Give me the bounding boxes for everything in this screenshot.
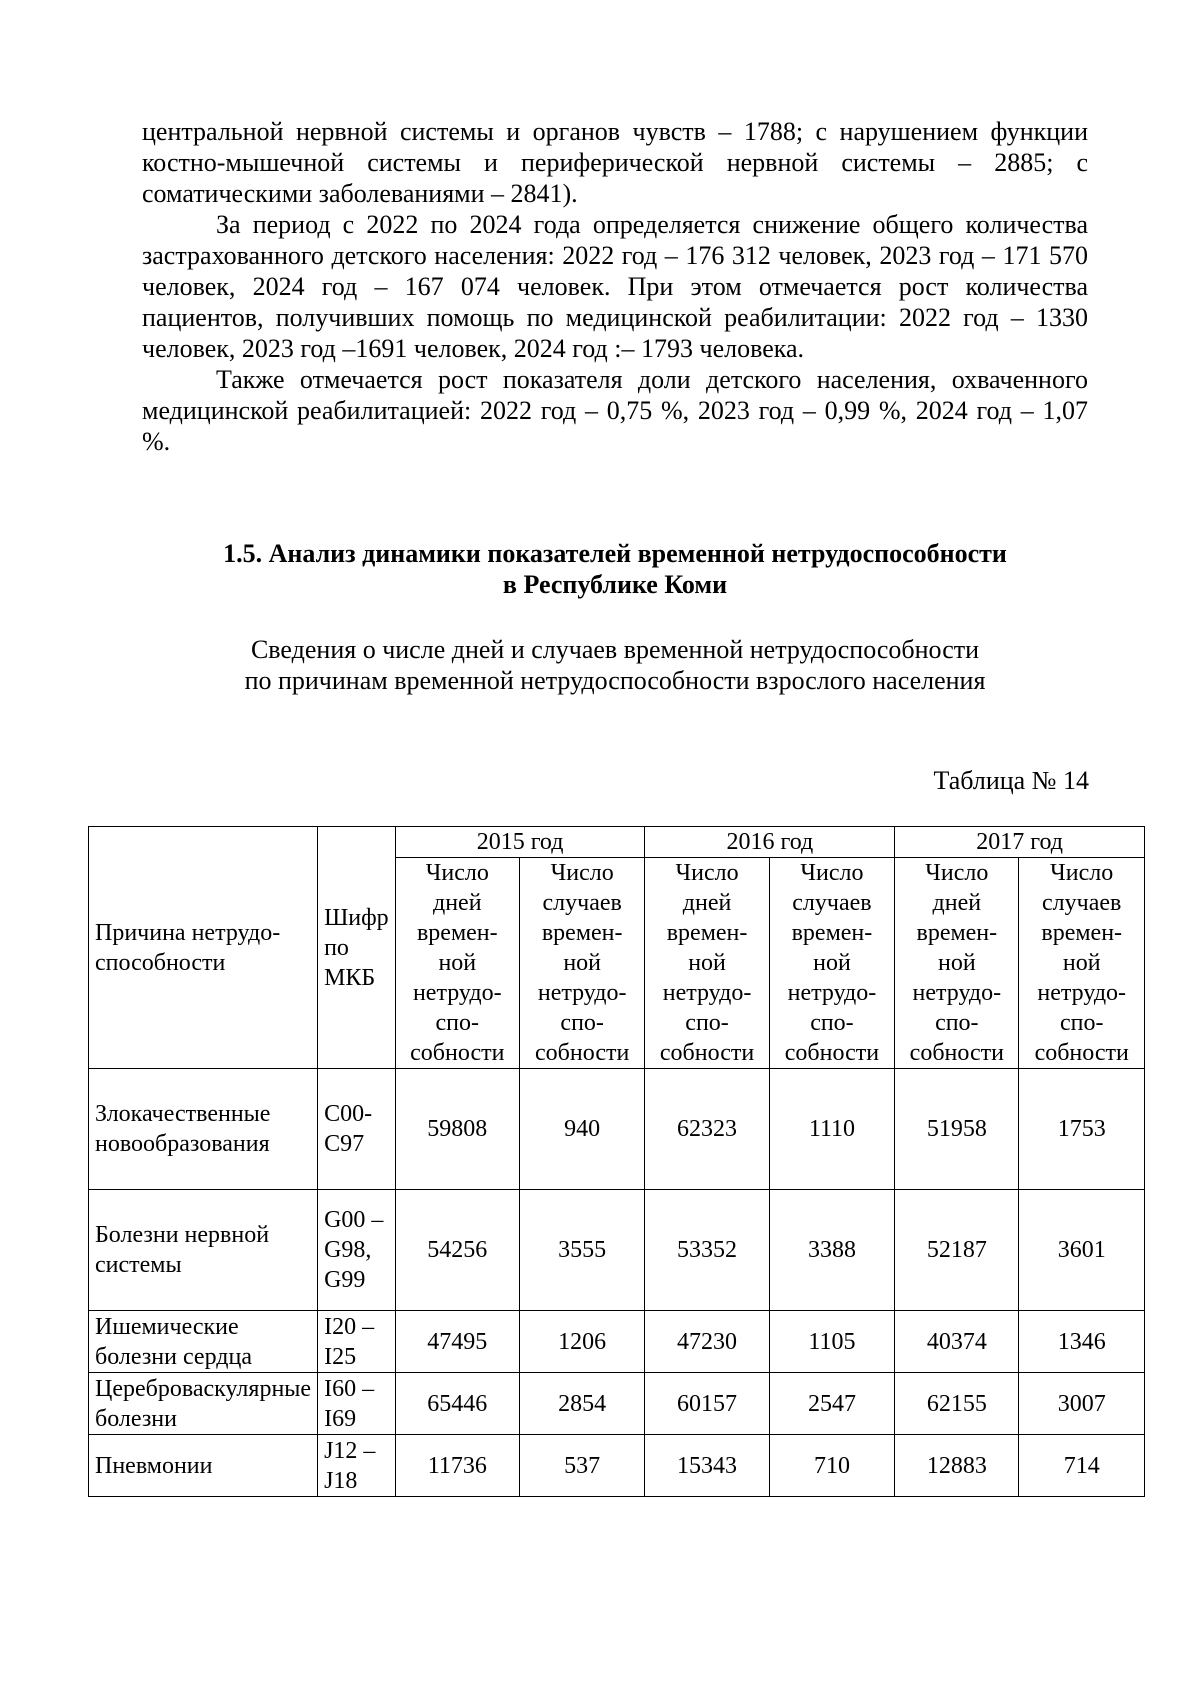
section-heading: [142, 538, 1088, 600]
cell-value: 1110: [769, 1069, 895, 1190]
cell-value: 47230: [645, 1311, 769, 1373]
sick-leave-table: [88, 826, 1145, 1497]
cell-value: 59808: [395, 1069, 519, 1190]
cell-value: 52187: [895, 1190, 1019, 1311]
cell-value: 2854: [519, 1373, 645, 1435]
table-header-row-years: [89, 827, 1145, 858]
cell-cause: Пневмонии: [89, 1435, 318, 1497]
section-heading-line2: в Республике Коми: [502, 570, 728, 599]
cell-value: 3601: [1019, 1190, 1145, 1311]
table-row: [89, 1435, 1145, 1497]
cell-value: 54256: [395, 1190, 519, 1311]
cell-value: 12883: [895, 1435, 1019, 1497]
paragraph-2: За период с 2022 по 2024 года определяется снижение общего количества застрахованного детского населения: 2022 год – 176 312 человек, 2023 год – 171 570 человек, 2024 год – 167 074 человек. При этом отмечается рост количества пациентов, получивших помощь по медицинской реабилитации: 2022 год – 1330 человек, 2023 год –1691 человек, 2024 год :– 1793 человека.: [142, 210, 1088, 363]
cell-value: 15343: [645, 1435, 769, 1497]
table-row: [89, 1190, 1145, 1311]
cell-value: 710: [769, 1435, 895, 1497]
paragraph-1: центральной нервной системы и органов чувств – 1788; с нарушением функции костно-мышечной системы и периферической нервной системы – 2885; с соматическими заболеваниями – 2841).: [142, 117, 1088, 208]
header-cases: Число случаев времен-ной нетрудо-спо-собности: [769, 858, 895, 1069]
header-days: Число дней времен-ной нетрудо-спо-собности: [395, 858, 519, 1069]
cell-code: J12 – J18: [318, 1435, 396, 1497]
header-days: Число дней времен-ной нетрудо-спо-собности: [895, 858, 1019, 1069]
table-row: [89, 1069, 1145, 1190]
cell-code: G00 – G98, G99: [318, 1190, 396, 1311]
cell-cause: Болезни нервной системы: [89, 1190, 318, 1311]
header-cases: Число случаев времен-ной нетрудо-спо-собности: [1019, 858, 1145, 1069]
header-year-2015: 2015 год: [395, 827, 645, 858]
body-text: [142, 116, 1088, 457]
cell-cause: Цереброваскулярные болезни: [89, 1373, 318, 1435]
header-cases: Число случаев времен-ной нетрудо-спо-собности: [519, 858, 645, 1069]
header-year-2017: 2017 год: [895, 827, 1145, 858]
table-caption-line2: по причинам временной нетрудоспособности взрослого населения: [244, 666, 986, 695]
cell-value: 3007: [1019, 1373, 1145, 1435]
cell-value: 62155: [895, 1373, 1019, 1435]
header-year-2016: 2016 год: [645, 827, 895, 858]
header-days: Число дней времен-ной нетрудо-спо-собности: [645, 858, 769, 1069]
table-row: [89, 1311, 1145, 1373]
cell-value: 3555: [519, 1190, 645, 1311]
cell-value: 65446: [395, 1373, 519, 1435]
cell-cause: Ишемические болезни сердца: [89, 1311, 318, 1373]
cell-code: I20 – I25: [318, 1311, 396, 1373]
cell-cause: Злокачественные новообразования: [89, 1069, 318, 1190]
table-row: [89, 1373, 1145, 1435]
cell-value: 1753: [1019, 1069, 1145, 1190]
cell-value: 47495: [395, 1311, 519, 1373]
table-caption: [142, 634, 1088, 696]
cell-code: C00-C97: [318, 1069, 396, 1190]
cell-value: 1346: [1019, 1311, 1145, 1373]
paragraph-3: Также отмечается рост показателя доли детского населения, охваченного медицинской реабилитацией: 2022 год – 0,75 %, 2023 год – 0,99 %, 2024 год – 1,07 %.: [142, 365, 1088, 456]
cell-value: 60157: [645, 1373, 769, 1435]
cell-value: 51958: [895, 1069, 1019, 1190]
cell-value: 3388: [769, 1190, 895, 1311]
cell-value: 11736: [395, 1435, 519, 1497]
cell-value: 714: [1019, 1435, 1145, 1497]
cell-value: 62323: [645, 1069, 769, 1190]
section-heading-line1: 1.5. Анализ динамики показателей временной нетрудоспособности: [223, 539, 1007, 568]
cell-value: 53352: [645, 1190, 769, 1311]
cell-value: 537: [519, 1435, 645, 1497]
header-cause: Причина нетрудо-способности: [89, 827, 318, 1069]
cell-value: 1206: [519, 1311, 645, 1373]
table-number: Таблица № 14: [933, 766, 1089, 795]
table-caption-line1: Сведения о числе дней и случаев временной нетрудоспособности: [250, 635, 980, 664]
cell-value: 940: [519, 1069, 645, 1190]
header-code: Шифр по МКБ: [318, 827, 396, 1069]
cell-value: 1105: [769, 1311, 895, 1373]
cell-code: I60 – I69: [318, 1373, 396, 1435]
cell-value: 40374: [895, 1311, 1019, 1373]
cell-value: 2547: [769, 1373, 895, 1435]
